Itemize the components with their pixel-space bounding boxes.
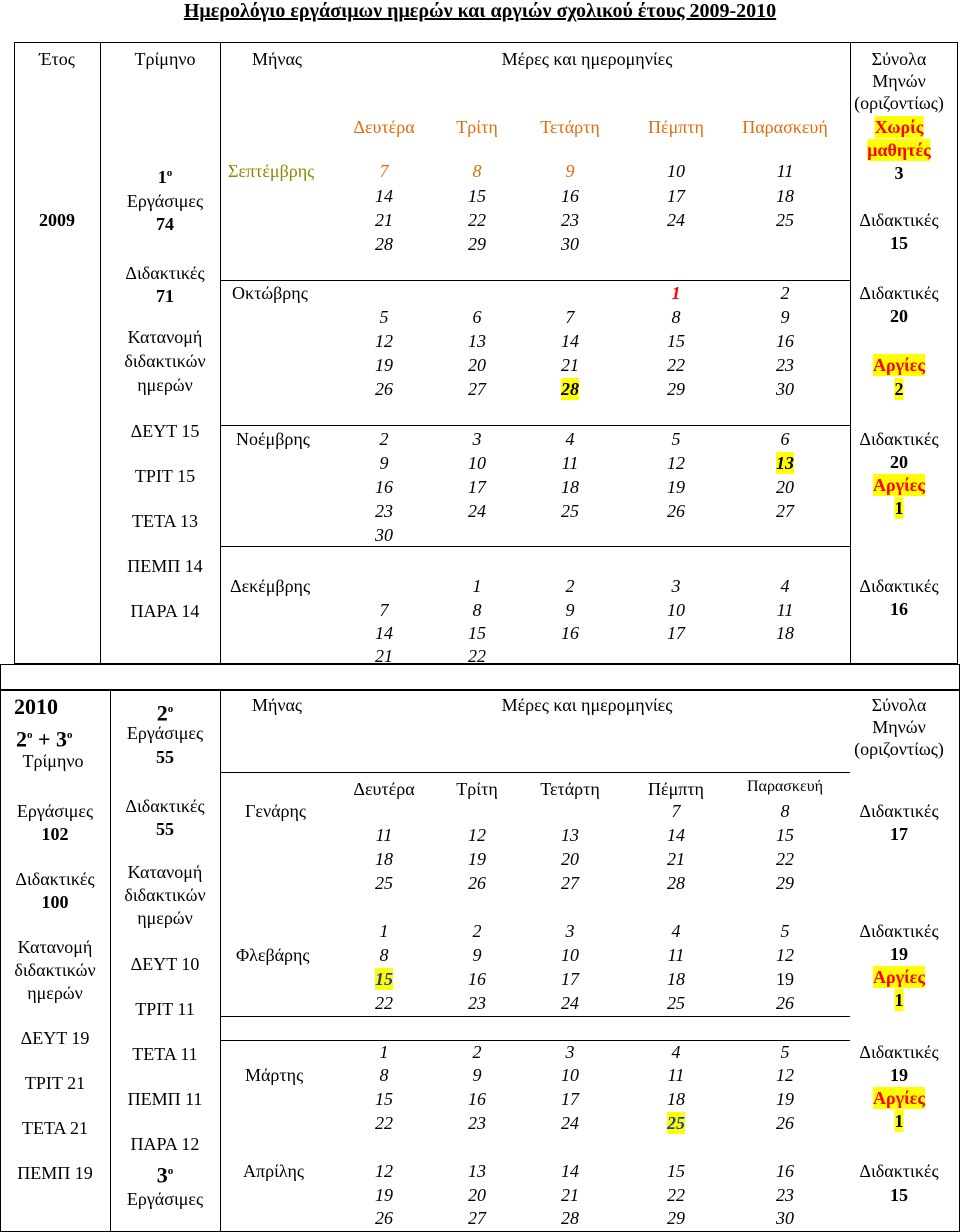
date-cell: 15: [468, 186, 486, 206]
teaching-label: Διδακτικές: [859, 801, 939, 821]
date-cell: 30: [776, 1208, 794, 1228]
distribution-label-2: διδακτικών: [124, 885, 206, 905]
date-cell: 21: [375, 210, 393, 230]
date-cell: 13: [561, 825, 579, 845]
month-name: Φλεβάρης: [236, 945, 310, 965]
grid-line: [850, 42, 851, 664]
grid-line: [110, 690, 111, 1232]
trimester-2-working-count: 55: [156, 747, 174, 767]
month-name: Δεκέμβρης: [230, 576, 311, 596]
date-cell: 11: [776, 600, 794, 620]
date-cell: 8: [780, 801, 790, 821]
date-cell: 9: [565, 161, 575, 181]
teaching-total: 19: [890, 944, 908, 964]
trimester-3-number: $3^o$: [156, 1162, 174, 1188]
teaching-label: Διδακτικές: [859, 576, 939, 596]
date-cell: 27: [468, 379, 486, 399]
date-cell: 22: [468, 210, 486, 230]
date-cell: 8: [379, 1065, 389, 1085]
date-cell: 23: [468, 993, 486, 1013]
trimesters-2-3: $2^o + 3^o$: [16, 726, 73, 752]
teaching-count: 100: [41, 892, 69, 912]
teaching-total: 15: [890, 1185, 908, 1205]
date-cell: 22: [667, 1185, 685, 1205]
holidays-label: Αργίες: [873, 1088, 925, 1108]
date-cell-holiday: 28: [561, 379, 579, 399]
teaching-total: 19: [890, 1065, 908, 1085]
trimester-header: Τρίμηνο: [134, 49, 196, 69]
month-name: Γενάρης: [245, 801, 307, 821]
date-cell: 14: [561, 1161, 579, 1181]
date-cell-holiday: 25: [667, 1113, 685, 1133]
date-cell: 4: [671, 921, 681, 941]
teaching-total: 20: [890, 452, 908, 472]
t2-day-count-tue: ΤΡΙΤ 11: [135, 999, 195, 1019]
date-cell: 18: [667, 969, 685, 989]
date-cell: 6: [780, 429, 790, 449]
date-cell: 18: [375, 849, 393, 869]
date-cell: 16: [776, 1161, 794, 1181]
date-cell: 2: [565, 576, 575, 596]
month-name: Νοέμβρης: [236, 429, 310, 449]
date-cell: 29: [468, 234, 486, 254]
date-cell: 12: [468, 825, 486, 845]
date-cell: 26: [375, 1208, 393, 1228]
date-cell: 22: [776, 849, 794, 869]
date-cell-holiday: 15: [375, 969, 393, 989]
date-cell: 25: [667, 993, 685, 1013]
date-cell: 7: [565, 307, 575, 327]
weekday-fri: Παρασκευή: [742, 117, 828, 137]
date-cell: 1: [379, 921, 389, 941]
date-cell: 10: [468, 453, 486, 473]
working-count: 102: [41, 824, 69, 844]
date-cell: 23: [468, 1113, 486, 1133]
date-cell: 9: [379, 453, 389, 473]
date-cell: 29: [776, 873, 794, 893]
no-students-label-1: Χωρίς: [874, 117, 924, 137]
date-cell: 24: [468, 501, 486, 521]
date-cell: 3: [671, 576, 681, 596]
t2-day-count-wed: ΤΕΤΑ 11: [132, 1044, 198, 1064]
weekday-thu: Πέμπτη: [648, 117, 704, 137]
totals-header-line2: Μηνών: [872, 717, 926, 737]
date-cell: 2: [379, 429, 389, 449]
date-cell: 17: [667, 186, 685, 206]
month-name: Απρίλης: [243, 1161, 305, 1181]
date-cell: 21: [667, 849, 685, 869]
date-cell: 14: [561, 331, 579, 351]
date-cell: 18: [776, 623, 794, 643]
date-cell: 21: [561, 355, 579, 375]
date-cell: 12: [375, 331, 393, 351]
date-cell: 1: [472, 576, 482, 596]
trimester-3-working-label: Εργάσιμες: [126, 1189, 204, 1209]
date-cell: 30: [375, 525, 393, 545]
totals-header-line1: Σύνολα: [871, 695, 927, 715]
trimester-2-working-label: Εργάσιμες: [126, 723, 204, 743]
date-cell: 22: [468, 646, 486, 666]
teaching-total: 15: [890, 233, 908, 253]
day-count-wed: ΤΕΤΑ 21: [21, 1118, 89, 1138]
trimester-1-working-label: Εργάσιμες: [126, 191, 204, 211]
date-cell: 20: [468, 355, 486, 375]
holidays-label: Αργίες: [873, 967, 925, 987]
weekday-tue: Τρίτη: [456, 779, 498, 799]
date-cell: 8: [379, 945, 389, 965]
weekday-tue: Τρίτη: [456, 117, 498, 137]
date-cell: 20: [561, 849, 579, 869]
date-cell: 18: [561, 477, 579, 497]
teaching-label: Διδακτικές: [859, 429, 939, 449]
day-count-tue: ΤΡΙΤ 21: [24, 1073, 86, 1093]
date-cell: 22: [375, 1113, 393, 1133]
date-cell: 17: [468, 477, 486, 497]
grid-line: [220, 546, 850, 547]
day-count-tue: ΤΡΙΤ 15: [134, 466, 196, 486]
date-cell: 16: [375, 477, 393, 497]
month-header: Μήνας: [251, 49, 303, 69]
date-cell: 17: [561, 1089, 579, 1109]
date-cell: 22: [667, 355, 685, 375]
date-cell: 9: [565, 600, 575, 620]
date-cell: 2: [780, 283, 790, 303]
t2-day-count-mon: ΔΕΥΤ 10: [130, 954, 200, 974]
date-cell: 26: [776, 993, 794, 1013]
holidays-total: 1: [894, 990, 904, 1010]
date-cell: 24: [561, 1113, 579, 1133]
no-students-label-2: μαθητές: [867, 140, 931, 160]
date-cell: 20: [468, 1185, 486, 1205]
grid-line: [220, 1040, 850, 1041]
day-count-wed: ΤΕΤΑ 13: [131, 511, 199, 531]
date-cell: 13: [468, 1161, 486, 1181]
date-cell: 3: [565, 1042, 575, 1062]
date-cell: 19: [776, 969, 794, 989]
date-cell: 17: [667, 623, 685, 643]
date-cell: 5: [780, 1042, 790, 1062]
date-cell: 26: [667, 501, 685, 521]
date-cell: 26: [375, 379, 393, 399]
date-cell: 16: [468, 969, 486, 989]
date-cell: 11: [776, 161, 794, 181]
totals-header-line2: Μηνών: [872, 71, 926, 91]
date-cell: 29: [667, 379, 685, 399]
distribution-label-3: ημερών: [137, 375, 193, 395]
date-cell: 30: [561, 234, 579, 254]
date-cell: 5: [379, 307, 389, 327]
day-count-mon: ΔΕΥΤ 15: [130, 421, 200, 441]
teaching-label: Διδακτικές: [859, 1042, 939, 1062]
date-cell: 6: [472, 307, 482, 327]
date-cell: 21: [375, 646, 393, 666]
date-cell: 4: [565, 429, 575, 449]
date-cell: 20: [776, 477, 794, 497]
working-label: Εργάσιμες: [16, 801, 94, 821]
totals-header-line3: (οριζοντίως): [854, 93, 944, 113]
distribution-label-1: Κατανομή: [127, 327, 203, 347]
date-cell: 9: [780, 307, 790, 327]
weekday-wed: Τετάρτη: [540, 779, 600, 799]
date-cell: 14: [375, 186, 393, 206]
date-cell: 21: [561, 1185, 579, 1205]
date-cell: 15: [667, 331, 685, 351]
date-cell: 10: [667, 600, 685, 620]
date-cell: 9: [472, 1065, 482, 1085]
month-header: Μήνας: [251, 695, 303, 715]
date-cell: 23: [776, 1185, 794, 1205]
day-count-mon: ΔΕΥΤ 19: [20, 1028, 90, 1048]
date-cell: 12: [776, 945, 794, 965]
date-cell: 12: [776, 1065, 794, 1085]
date-cell: 19: [667, 477, 685, 497]
date-cell: 30: [776, 379, 794, 399]
days-dates-header: Μέρες και ημερομηνίες: [501, 49, 673, 69]
date-cell: 7: [379, 600, 389, 620]
days-dates-header: Μέρες και ημερομηνίες: [501, 695, 673, 715]
date-cell: 4: [780, 576, 790, 596]
date-cell: 18: [667, 1089, 685, 1109]
date-cell: 8: [472, 600, 482, 620]
teaching-label: Διδακτικές: [859, 283, 939, 303]
holidays-total: 1: [894, 1111, 904, 1131]
distribution-label-2: διδακτικών: [14, 960, 96, 980]
grid-line: [220, 280, 850, 281]
date-cell: 5: [671, 429, 681, 449]
grid-line: [220, 425, 850, 426]
date-cell: 3: [565, 921, 575, 941]
month-name: Σεπτέμβρης: [228, 161, 315, 181]
date-cell: 12: [667, 453, 685, 473]
date-cell-holiday: 1: [671, 283, 681, 303]
date-cell: 25: [561, 501, 579, 521]
day-count-thu: ΠΕΜΠ 19: [17, 1163, 93, 1183]
trimester-label: Τρίμηνο: [22, 751, 84, 771]
date-cell: 12: [375, 1161, 393, 1181]
date-cell: 24: [667, 210, 685, 230]
distribution-label-3: ημερών: [27, 983, 83, 1003]
date-cell: 15: [468, 623, 486, 643]
distribution-label-1: Κατανομή: [127, 862, 203, 882]
date-cell: 15: [667, 1161, 685, 1181]
distribution-label-2: διδακτικών: [124, 351, 206, 371]
day-count-thu: ΠΕΜΠ 14: [127, 556, 203, 576]
date-cell: 27: [776, 501, 794, 521]
date-cell: 5: [780, 921, 790, 941]
date-cell: 22: [375, 993, 393, 1013]
teaching-label: Διδακτικές: [859, 921, 939, 941]
date-cell: 26: [468, 873, 486, 893]
teaching-label: Διδακτικές: [15, 869, 95, 889]
date-cell: 1: [379, 1042, 389, 1062]
teaching-label: Διδακτικές: [859, 210, 939, 230]
distribution-label-3: ημερών: [137, 908, 193, 928]
date-cell: 19: [468, 849, 486, 869]
date-cell: 16: [561, 186, 579, 206]
date-cell: 28: [561, 1208, 579, 1228]
year-2010: 2010: [14, 694, 58, 719]
separator-strip: [0, 664, 960, 690]
date-cell: 25: [375, 873, 393, 893]
date-cell: 10: [561, 1065, 579, 1085]
month-name: Μάρτης: [245, 1065, 304, 1085]
date-cell: 19: [776, 1089, 794, 1109]
holidays-label: Αργίες: [873, 475, 925, 495]
holidays-label: Αργίες: [873, 355, 925, 375]
date-cell: 11: [375, 825, 393, 845]
date-cell: 29: [667, 1208, 685, 1228]
date-cell: 23: [561, 210, 579, 230]
date-cell: 19: [375, 355, 393, 375]
teaching-total: 17: [890, 824, 908, 844]
weekday-mon: Δευτέρα: [353, 117, 415, 137]
grid-line: [220, 42, 221, 664]
trimester-1-number: $1^o$: [157, 167, 173, 187]
no-students-count: 3: [894, 163, 904, 183]
date-cell: 8: [671, 307, 681, 327]
date-cell: 8: [472, 161, 482, 181]
year-2009: 2009: [39, 210, 75, 230]
weekday-wed: Τετάρτη: [540, 117, 600, 137]
grid-line: [220, 772, 850, 773]
date-cell: 13: [468, 331, 486, 351]
date-cell: 3: [472, 429, 482, 449]
year-header: Έτος: [39, 49, 75, 69]
totals-header-line3: (οριζοντίως): [854, 739, 944, 759]
date-cell: 25: [776, 210, 794, 230]
date-cell: 15: [375, 1089, 393, 1109]
date-cell: 11: [667, 1065, 685, 1085]
date-cell: 14: [375, 623, 393, 643]
date-cell: 10: [561, 945, 579, 965]
date-cell: 24: [561, 993, 579, 1013]
date-cell: 16: [776, 331, 794, 351]
trimester-1-teaching-count: 71: [156, 286, 174, 306]
date-cell: 2: [472, 1042, 482, 1062]
date-cell: 23: [776, 355, 794, 375]
weekday-fri: Παρασκευή: [747, 778, 823, 795]
date-cell: 15: [776, 825, 794, 845]
date-cell: 27: [561, 873, 579, 893]
trimester-1-teaching-label: Διδακτικές: [125, 263, 205, 283]
date-cell: 27: [468, 1208, 486, 1228]
date-cell: 4: [671, 1042, 681, 1062]
date-cell: 10: [667, 161, 685, 181]
weekday-mon: Δευτέρα: [353, 779, 415, 799]
grid-line: [100, 42, 101, 664]
trimester-2-teaching-count: 55: [156, 819, 174, 839]
teaching-total: 20: [890, 306, 908, 326]
holidays-total: 2: [894, 379, 904, 399]
page-title: Ημερολόγιο εργάσιμων ημερών και αργιών σχολικού έτους 2009-2010: [183, 0, 777, 22]
month-name: Οκτώβρης: [232, 283, 308, 303]
date-cell: 11: [561, 453, 579, 473]
date-cell: 9: [472, 945, 482, 965]
teaching-label: Διδακτικές: [859, 1161, 939, 1181]
totals-header-line1: Σύνολα: [871, 49, 927, 69]
day-count-fri: ΠΑΡΑ 14: [130, 601, 200, 621]
teaching-total: 16: [890, 599, 908, 619]
date-cell: 18: [776, 186, 794, 206]
date-cell: 11: [667, 945, 685, 965]
date-cell: 7: [671, 801, 681, 821]
t2-day-count-thu: ΠΕΜΠ 11: [127, 1089, 203, 1109]
grid-line: [220, 1016, 850, 1017]
date-cell: 14: [667, 825, 685, 845]
date-cell: 16: [561, 623, 579, 643]
date-cell: 19: [375, 1185, 393, 1205]
trimester-1-working-count: 74: [156, 214, 174, 234]
holidays-total: 1: [894, 498, 904, 518]
date-cell: 17: [561, 969, 579, 989]
date-cell: 16: [468, 1089, 486, 1109]
trimester-2-teaching-label: Διδακτικές: [125, 796, 205, 816]
t2-day-count-fri: ΠΑΡΑ 12: [130, 1134, 200, 1154]
date-cell-holiday: 13: [776, 453, 794, 473]
date-cell: 28: [375, 234, 393, 254]
distribution-label-1: Κατανομή: [17, 937, 93, 957]
date-cell: 7: [379, 161, 389, 181]
trimester-2-number: $2^o$: [156, 700, 174, 726]
date-cell: 28: [667, 873, 685, 893]
date-cell: 26: [776, 1113, 794, 1133]
weekday-thu: Πέμπτη: [648, 779, 704, 799]
date-cell: 23: [375, 501, 393, 521]
date-cell: 2: [472, 921, 482, 941]
